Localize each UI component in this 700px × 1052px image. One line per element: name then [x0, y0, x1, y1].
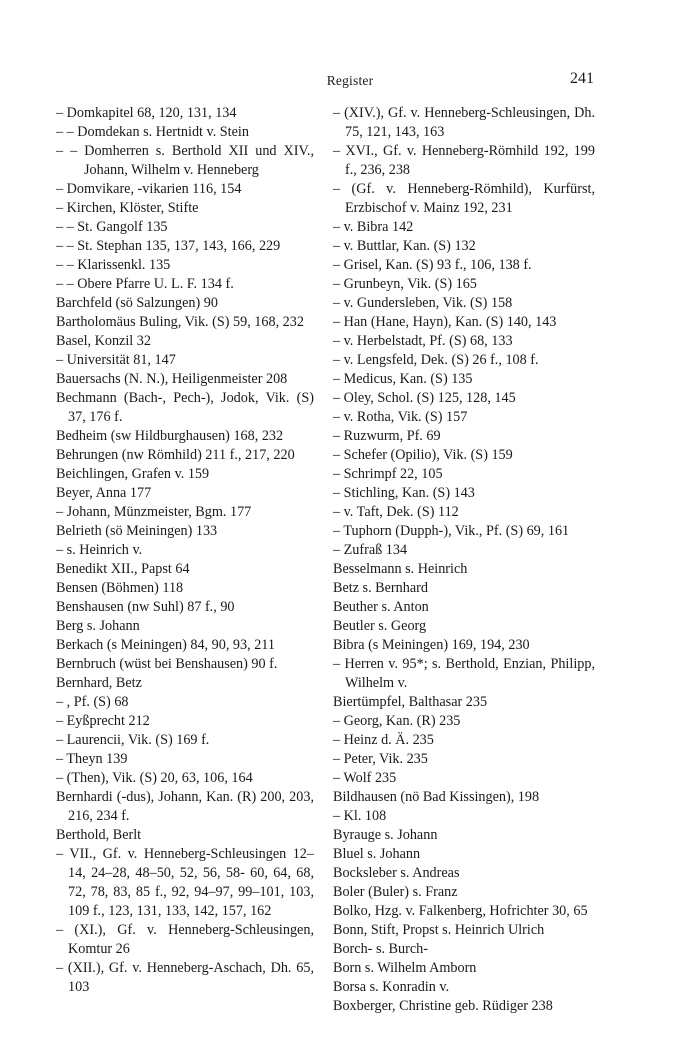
- index-entry: Bensen (Böhmen) 118: [56, 580, 184, 596]
- index-entry: – (XIV.), Gf. v. Henneberg-Schleusingen, Dh. 75, 121, 143, 163: [333, 105, 595, 140]
- index-entry: – Domvikare, -vikarien 116, 154: [56, 181, 242, 197]
- index-entry: – Tuphorn (Dupph-), Vik., Pf. (S) 69, 161: [333, 523, 570, 539]
- index-entry: Betz s. Bernhard: [333, 580, 428, 596]
- index-entry: – Grisel, Kan. (S) 93 f., 106, 138 f.: [333, 257, 532, 273]
- index-entry: – VII., Gf. v. Henneberg-Schleusingen 12–14, 24–28, 48–50, 52, 56, 58- 60, 64, 68, 72, 78, 83, 85 f., 92, 94–97, 99–101, 103, 109 f., 123, 131, 133, 142, 157, 162: [56, 846, 314, 919]
- index-entry: – Laurencii, Vik. (S) 169 f.: [56, 732, 210, 748]
- index-entry: – v. Bibra 142: [333, 219, 414, 235]
- index-entry: – Ruzwurm, Pf. 69: [333, 428, 441, 444]
- index-entry: Byrauge s. Johann: [333, 827, 438, 843]
- index-entry: – , Pf. (S) 68: [56, 694, 129, 710]
- index-entry: – Eyßprecht 212: [56, 713, 150, 729]
- index-entry: – – St. Stephan 135, 137, 143, 166, 229: [56, 238, 281, 254]
- index-entry: – (Then), Vik. (S) 20, 63, 106, 164: [56, 770, 253, 786]
- index-entry: Boler (Buler) s. Franz: [333, 884, 458, 900]
- index-entry: – Herren v. 95*; s. Berthold, Enzian, Philipp, Wilhelm v.: [333, 656, 595, 691]
- index-entry: – v. Rotha, Vik. (S) 157: [333, 409, 468, 425]
- index-entry: Bechmann (Bach-, Pech-), Jodok, Vik. (S) 37, 176 f.: [56, 390, 314, 425]
- index-entry: Benshausen (nw Suhl) 87 f., 90: [56, 599, 235, 615]
- index-entry: Bluel s. Johann: [333, 846, 421, 862]
- index-entry: Berg s. Johann: [56, 618, 140, 634]
- index-entry: – v. Gundersleben, Vik. (S) 158: [333, 295, 513, 311]
- index-entry: Bonn, Stift, Propst s. Heinrich Ulrich: [333, 922, 545, 938]
- index-entry: Barchfeld (sö Salzungen) 90: [56, 295, 218, 311]
- page-number: 241: [570, 70, 594, 87]
- index-entry: – Kl. 108: [333, 808, 387, 824]
- index-entry: Besselmann s. Heinrich: [333, 561, 468, 577]
- index-entry: Bauersachs (N. N.), Heiligenmeister 208: [56, 371, 288, 387]
- index-entry: Basel, Konzil 32: [56, 333, 151, 349]
- index-entry: Beyer, Anna 177: [56, 485, 152, 501]
- index-entry: – Stichling, Kan. (S) 143: [333, 485, 475, 501]
- index-entry: – – Domdekan s. Hertnidt v. Stein: [56, 124, 249, 140]
- index-entry: Bolko, Hzg. v. Falkenberg, Hofrichter 30, 65: [333, 903, 588, 919]
- index-entry: Beuther s. Anton: [333, 599, 429, 615]
- index-entry: Biertümpfel, Balthasar 235: [333, 694, 488, 710]
- index-entry: Bernhard, Betz: [56, 675, 142, 691]
- index-entry: – Johann, Münzmeister, Bgm. 177: [56, 504, 252, 520]
- index-entry: Beutler s. Georg: [333, 618, 427, 634]
- index-entry: – XVI., Gf. v. Henneberg-Römhild 192, 199 f., 236, 238: [333, 143, 595, 178]
- index-entry: – (XII.), Gf. v. Henneberg-Aschach, Dh. 65, 103: [56, 960, 314, 995]
- index-entry: Bocksleber s. Andreas: [333, 865, 460, 881]
- index-column-left: [56, 104, 314, 997]
- index-entry: – – St. Gangolf 135: [56, 219, 168, 235]
- index-entry: – Kirchen, Klöster, Stifte: [56, 200, 199, 216]
- index-column-right: [333, 104, 595, 1016]
- index-entry: – – Obere Pfarre U. L. F. 134 f.: [56, 276, 234, 292]
- index-entry: – Universität 81, 147: [56, 352, 176, 368]
- index-entry: Bernbruch (wüst bei Benshausen) 90 f.: [56, 656, 278, 672]
- index-entry: – v. Taft, Dek. (S) 112: [333, 504, 459, 520]
- index-entry: Boxberger, Christine geb. Rüdiger 238: [333, 998, 553, 1014]
- index-entry: – Schefer (Opilio), Vik. (S) 159: [333, 447, 513, 463]
- index-entry: – v. Buttlar, Kan. (S) 132: [333, 238, 476, 254]
- index-entry: Berthold, Berlt: [56, 827, 142, 843]
- index-entry: Borsa s. Konradin v.: [333, 979, 450, 995]
- index-entry: Belrieth (sö Meiningen) 133: [56, 523, 218, 539]
- index-entry: – v. Herbelstadt, Pf. (S) 68, 133: [333, 333, 513, 349]
- index-entry: Born s. Wilhelm Amborn: [333, 960, 477, 976]
- index-entry: – Peter, Vik. 235: [333, 751, 428, 767]
- index-entry: Behrungen (nw Römhild) 211 f., 217, 220: [56, 447, 295, 463]
- index-entry: – v. Lengsfeld, Dek. (S) 26 f., 108 f.: [333, 352, 539, 368]
- index-entry: – Schrimpf 22, 105: [333, 466, 443, 482]
- index-entry: Bibra (s Meiningen) 169, 194, 230: [333, 637, 530, 653]
- index-entry: – Han (Hane, Hayn), Kan. (S) 140, 143: [333, 314, 557, 330]
- index-entry: – Wolf 235: [333, 770, 397, 786]
- index-entry: Bernhardi (-dus), Johann, Kan. (R) 200, 203, 216, 234 f.: [56, 789, 314, 824]
- index-entry: Benedikt XII., Papst 64: [56, 561, 190, 577]
- index-entry: Beichlingen, Grafen v. 159: [56, 466, 210, 482]
- running-header: Register: [326, 73, 374, 88]
- index-entry: – (XI.), Gf. v. Henneberg-Schleusingen, Komtur 26: [56, 922, 314, 957]
- index-entry: Bartholomäus Buling, Vik. (S) 59, 168, 232: [56, 314, 304, 330]
- index-entry: – Domkapitel 68, 120, 131, 134: [56, 105, 237, 121]
- index-entry: Bildhausen (nö Bad Kissingen), 198: [333, 789, 540, 805]
- index-entry: – – Klarissenkl. 135: [56, 257, 171, 273]
- index-entry: – Georg, Kan. (R) 235: [333, 713, 461, 729]
- index-entry: Bedheim (sw Hildburghausen) 168, 232: [56, 428, 284, 444]
- index-entry: Berkach (s Meiningen) 84, 90, 93, 211: [56, 637, 275, 653]
- index-entry: – Zufraß 134: [333, 542, 408, 558]
- index-entry: – (Gf. v. Henneberg-Römhild), Kurfürst, Erzbischof v. Mainz 192, 231: [333, 181, 595, 216]
- index-entry: – – Domherren s. Berthold XII und XIV., Johann, Wilhelm v. Henneberg: [56, 143, 314, 178]
- index-entry: – Theyn 139: [56, 751, 128, 767]
- index-entry: – Grunbeyn, Vik. (S) 165: [333, 276, 477, 292]
- index-entry: Borch- s. Burch-: [333, 941, 428, 957]
- index-entry: – s. Heinrich v.: [56, 542, 143, 558]
- index-entry: – Medicus, Kan. (S) 135: [333, 371, 473, 387]
- index-entry: – Heinz d. Ä. 235: [333, 732, 434, 748]
- index-entry: – Oley, Schol. (S) 125, 128, 145: [333, 390, 516, 406]
